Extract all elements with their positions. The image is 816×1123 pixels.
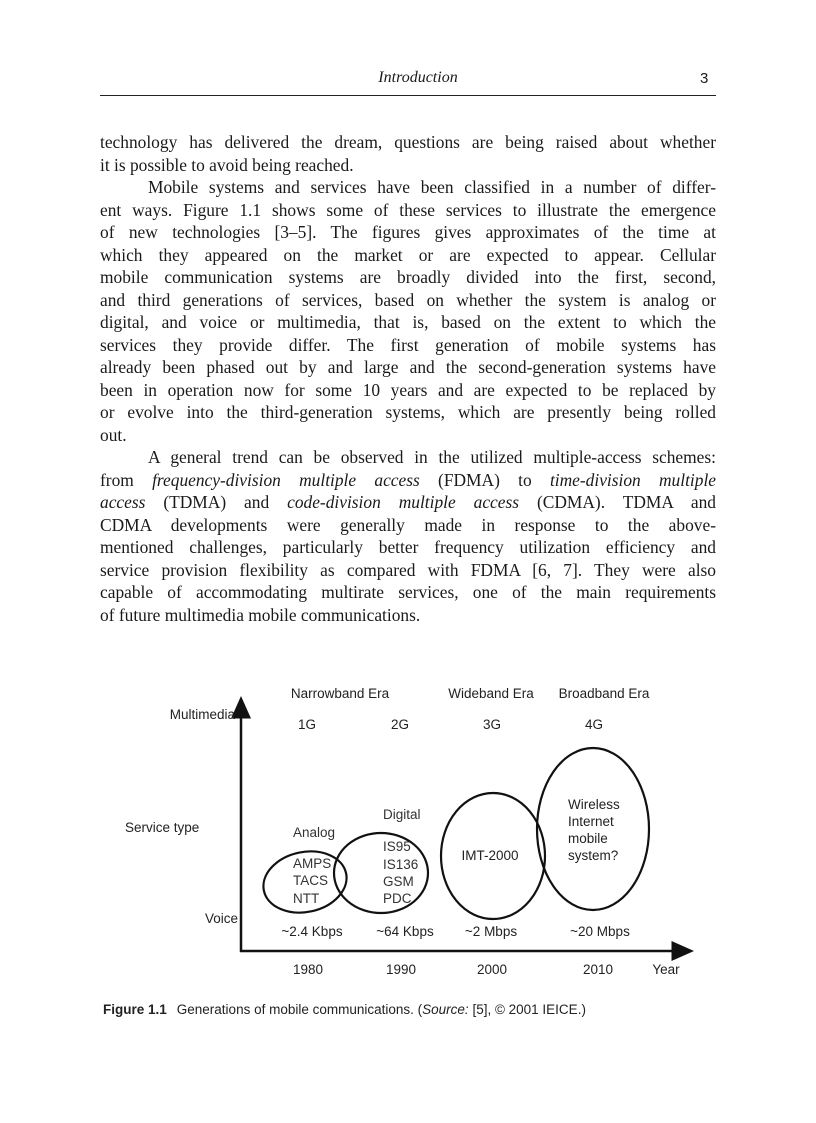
year-label: 1980 <box>292 962 324 977</box>
caption-text: Generations of mobile communications. ( <box>176 1002 423 1017</box>
running-header-title: Introduction <box>378 69 458 86</box>
system-label: IS136 <box>383 857 419 872</box>
system-label: Wireless <box>568 797 620 812</box>
text-segment: service provision flexibility as compared with FDMA [6, 7]. They were also <box>100 559 716 580</box>
system-label: Internet <box>568 814 614 829</box>
text-segment: A general trend can be observed in the utilized multiple-access schemes: <box>148 447 716 467</box>
text-segment: CDMA developments were generally made in response to the above- <box>100 514 716 535</box>
generation-label: 3G <box>482 717 502 732</box>
system-label: system? <box>568 848 619 863</box>
italic-term: access <box>100 492 146 512</box>
text-segment: Mobile systems and services have been classified in a number of differ- <box>148 177 716 197</box>
text-segment: it is possible to avoid being reached. <box>100 154 354 175</box>
generation-label: 2G <box>390 717 410 732</box>
text-segment: mentioned challenges, particularly better frequency utilization efficiency and <box>100 537 716 557</box>
text-segment: out. <box>100 424 127 445</box>
generation-label: 1G <box>297 717 317 732</box>
year-label: 1990 <box>385 962 417 977</box>
system-label: GSM <box>383 874 414 889</box>
text-segment: from <box>100 469 153 490</box>
text-segment: digital, and voice or multimedia, that is, based on the extent to which the <box>100 312 716 332</box>
rate-label: ~64 Kbps <box>376 924 434 939</box>
text-segment: been in operation now for some 10 years and are expected to be replaced by <box>100 379 716 400</box>
text-segment: or evolve into the third-generation systems, which are presently being rolled <box>100 402 716 422</box>
text-segment: which they appeared on the market or are expected to appear. Cellular <box>100 244 716 265</box>
text-segment: technology has delivered the dream, questions are being raised about whether <box>100 132 716 152</box>
caption-text-after: [5], © 2001 IEICE.) <box>468 1002 586 1017</box>
page-number: 3 <box>700 70 709 87</box>
system-label: TACS <box>293 873 329 888</box>
system-label: AMPS <box>293 856 332 871</box>
system-label: IMT-2000 <box>461 848 519 863</box>
italic-term: time-division multiple <box>549 469 716 490</box>
ellipse-4g <box>537 748 649 910</box>
caption-label: Figure 1.1 <box>103 1002 167 1017</box>
y-label-multimedia: Multimedia <box>169 707 235 722</box>
y-label-voice: Voice <box>204 911 238 926</box>
system-label: IS95 <box>383 839 411 854</box>
text-segment: mobile communication systems are broadly divided into the first, second, <box>100 267 716 287</box>
x-axis-label: Year <box>652 962 680 977</box>
era-label: Wideband Era <box>448 686 534 701</box>
year-label: 2010 <box>582 962 614 977</box>
text-segment: capable of accommodating multirate services, one of the main requirements <box>100 582 716 602</box>
text-segment: of future multimedia mobile communications. <box>100 604 421 625</box>
system-label: mobile <box>568 831 608 846</box>
text-segment: services they provide differ. The first generation of mobile systems has <box>100 334 716 355</box>
text-segment: ent ways. Figure 1.1 shows some of these services to illustrate the emergence <box>100 199 716 220</box>
era-label: Broadband Era <box>558 686 650 701</box>
rate-label: ~2.4 Kbps <box>281 924 343 939</box>
text-segment: (CDMA). TDMA and <box>519 492 716 512</box>
text-segment: already been phased out by and large and the second-generation systems have <box>100 357 716 377</box>
group-label-digital: Digital <box>383 807 421 822</box>
text-segment: of new technologies [3–5]. The figures gives approximates of the time at <box>100 222 716 242</box>
group-label-analog: Analog <box>293 825 336 840</box>
text-segment: (FDMA) to <box>419 469 550 490</box>
italic-term: frequency-division multiple access <box>152 469 420 490</box>
italic-term: code-division multiple access <box>287 492 520 512</box>
y-label-service-type: Service type <box>125 820 200 835</box>
text-segment: (TDMA) and <box>145 492 288 512</box>
text-segment: and third generations of services, based on whether the system is analog or <box>100 289 716 310</box>
rate-label: ~2 Mbps <box>464 924 518 939</box>
year-label: 2000 <box>476 962 508 977</box>
system-label: PDC <box>383 891 412 906</box>
figure-caption <box>103 1002 586 1017</box>
era-label: Narrowband Era <box>290 686 390 701</box>
generation-label: 4G <box>584 717 604 732</box>
rate-label: ~20 Mbps <box>570 924 630 939</box>
caption-source-label: Source: <box>422 1002 469 1017</box>
ellipse-2g <box>334 833 428 913</box>
system-label: NTT <box>293 891 320 906</box>
